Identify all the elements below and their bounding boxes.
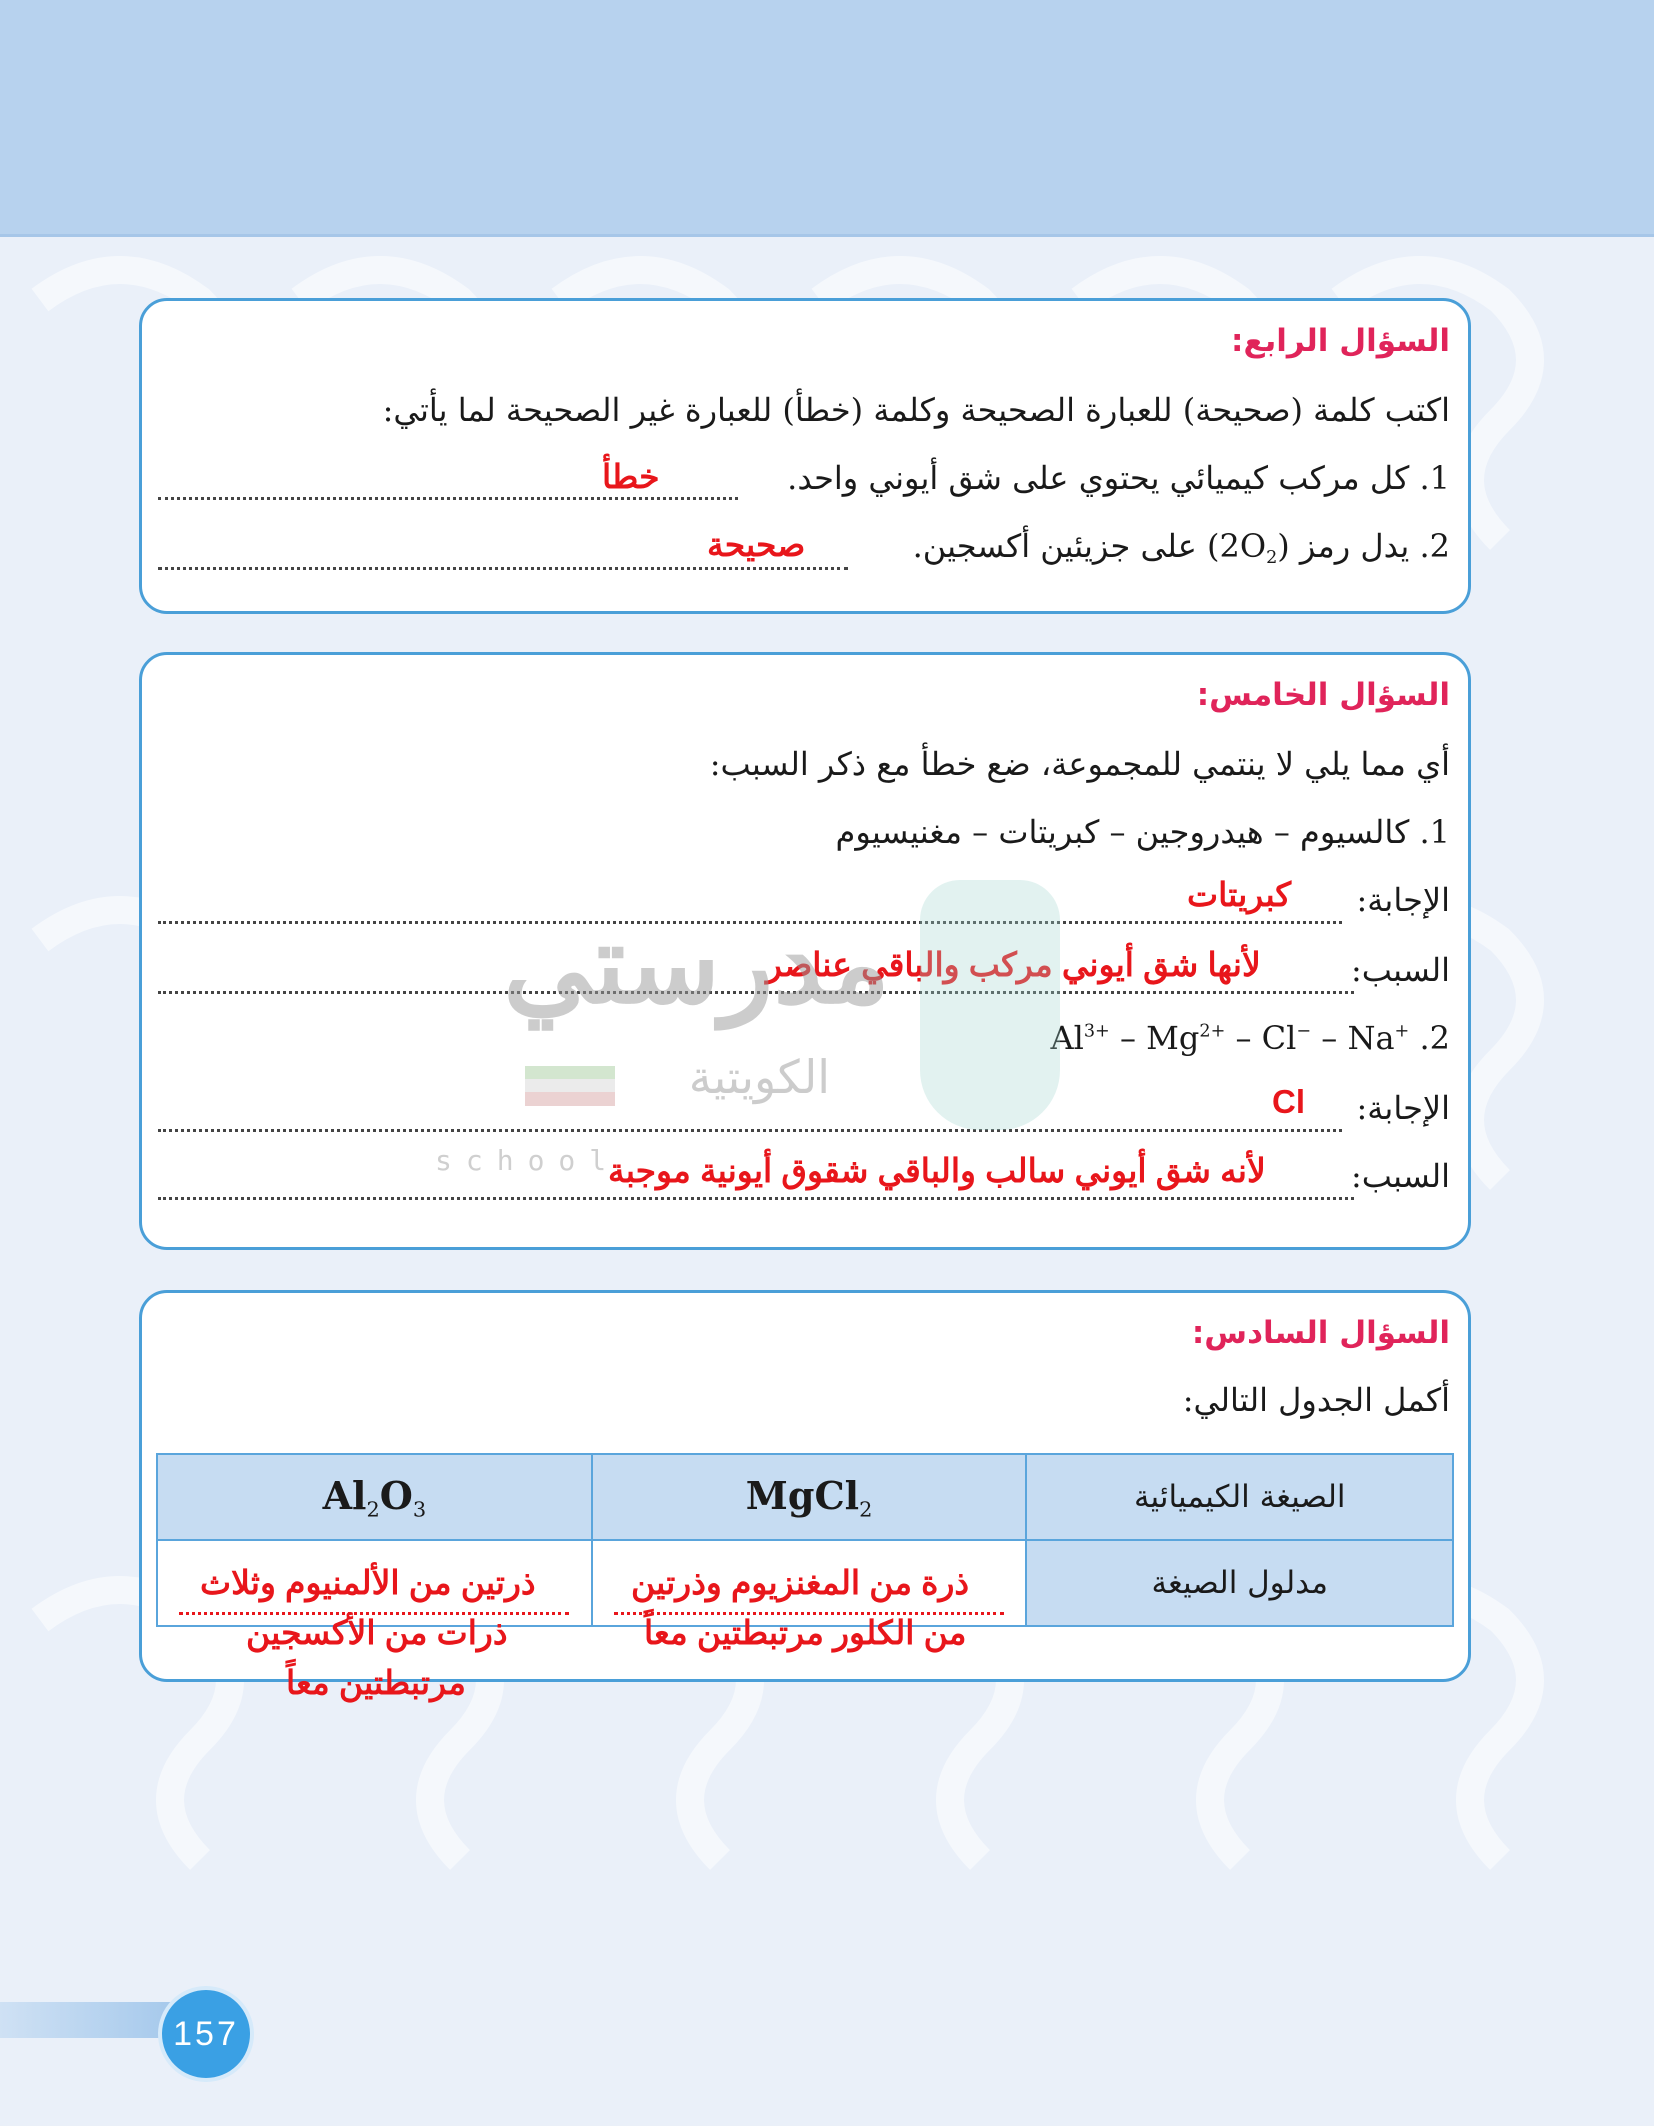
answer-line [158, 567, 848, 570]
question-5-answer-row-1: الإجابة: [1356, 881, 1450, 919]
question-5-instruction: أي مما يلي لا ينتمي للمجموعة، ضع خطأ مع ذكر السبب: [709, 745, 1450, 783]
formula-al2o3: $Al_2O_3$ [157, 1454, 592, 1540]
question-4-item-2: 2. يدل رمز $(2O_2)$ على جزيئين أكسجين. [912, 527, 1450, 569]
answer-line [158, 921, 1342, 924]
answer-line [158, 497, 738, 500]
table-answer-2-line-1: ذرتين من الألمنيوم وثلاث [200, 1564, 536, 1601]
watermark-brand: مدرستي [503, 903, 890, 1026]
question-5-reason-2: لأنه شق أيوني سالب والباقي شقوق أيونية موجبة [608, 1152, 1266, 1189]
ion-mg: $Mg^{2+}$ [1146, 1019, 1226, 1057]
question-5-title: السؤال الخامس: [1196, 677, 1450, 713]
table-answer-1-line-1: ذرة من المغنزيوم وذرتين [631, 1564, 970, 1601]
table-row [157, 1454, 1453, 1540]
question-6-title: السؤال السادس: [1191, 1315, 1450, 1351]
top-header-band [0, 0, 1654, 237]
answer-line [158, 991, 1354, 994]
question-4-card [139, 298, 1471, 614]
question-5-answer-row-2: الإجابة: [1356, 1089, 1450, 1127]
formula-mgcl2: MgCl$_2$ [592, 1454, 1027, 1540]
question-4-item-1: 1. كل مركب كيميائي يحتوي على شق أيوني واحد. [787, 459, 1450, 497]
ion-na: Na+ [1347, 1019, 1410, 1057]
question-5-card [139, 652, 1471, 1250]
question-4-answer-2: صحيحة [707, 526, 806, 563]
answer-line [158, 1197, 1354, 1200]
question-6-card [139, 1290, 1471, 1701]
page-number: 157 [158, 1986, 254, 2082]
question-5-item-2: 2. $Al^{3+} - Mg^{2+} - Cl^- - Na^+$ [1050, 1019, 1450, 1057]
question-5-reason-row-1: السبب: [1350, 951, 1450, 989]
watermark-sub: الكويتية [688, 1051, 830, 1103]
question-5-answer-2: Cl [1272, 1083, 1305, 1120]
question-5-item-1: 1. كالسيوم – هيدروجين – كبريتات – مغنيسيوم [835, 813, 1450, 851]
question-5-answer-1: كبريتات [1187, 876, 1292, 913]
table-row-label: مدلول الصيغة [1026, 1540, 1453, 1626]
ion-cl: Cl− [1261, 1019, 1312, 1057]
table-header-label: الصيغة الكيميائية [1026, 1454, 1453, 1540]
ion-al: $Al^{3+}$ [1050, 1019, 1110, 1057]
table-answer-2-line-3: مرتبطتين معاً [286, 1664, 466, 1701]
question-4-title: السؤال الرابع: [1231, 323, 1450, 359]
question-6-instruction: أكمل الجدول التالي: [1182, 1381, 1450, 1419]
question-4-instruction: اكتب كلمة (صحيحة) للعبارة الصحيحة وكلمة (خطأ) للعبارة غير الصحيحة لما يأتي: [382, 391, 1450, 429]
answer-line [158, 1129, 1342, 1132]
question-5-reason-1: لأنها شق أيوني مركب والباقي عناصر [766, 946, 1261, 983]
watermark-url: school [435, 1144, 621, 1177]
table-answer-2-line-2: ذرات من الأكسجين [246, 1614, 508, 1651]
table-answer-1-line-2: من الكلور مرتبطتين معاً [644, 1614, 967, 1651]
question-4-answer-1: خطأ [602, 458, 660, 495]
question-5-reason-row-2: السبب: [1350, 1157, 1450, 1195]
